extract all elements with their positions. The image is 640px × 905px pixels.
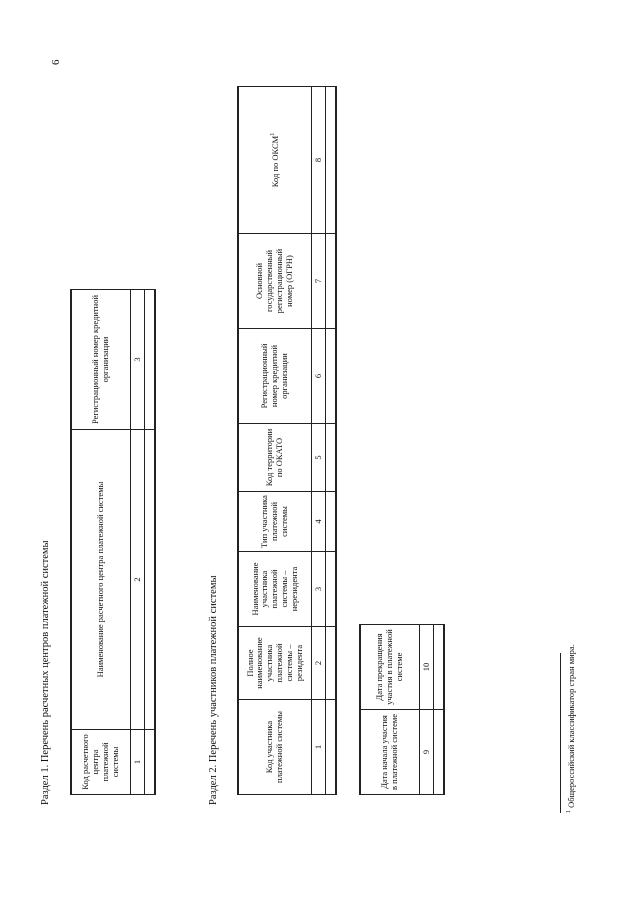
s2-empty-cell (326, 700, 337, 795)
s2-col-number: 1 (312, 700, 326, 795)
footnote-marker: 1 (269, 132, 276, 136)
s2-header-start-date: Дата начала участия в платежной системе (360, 710, 420, 795)
s2-col-number: 2 (312, 627, 326, 700)
continuation-header-row (360, 625, 420, 795)
s1-header-name: Наименование расчетного центра платежной системы (71, 430, 131, 730)
s2-col-number: 9 (420, 710, 434, 795)
section1-header-row (71, 290, 131, 795)
s1-header-regnum: Регистрационный номер кредитной организации (71, 290, 131, 430)
s1-empty-cell (145, 430, 156, 730)
footnote-mark: 1 (566, 810, 573, 813)
s2-col-number: 10 (420, 625, 434, 710)
s2-header-ogrn: Основной государственный регистрационный номер (ОГРН) (238, 234, 312, 329)
s1-header-code: Код расчетного центра платежной системы (71, 730, 131, 795)
s2-empty-cell (326, 424, 337, 492)
section2-empty-row (326, 87, 337, 795)
s2-col-number: 3 (312, 552, 326, 627)
section2-header-row (238, 87, 312, 795)
section2-number-row (312, 87, 326, 795)
section2-title: Раздел 2. Перечень участников платежной системы (208, 575, 219, 805)
section1-title: Раздел 1. Перечень расчетных центров платежной системы (40, 540, 51, 805)
continuation-empty-row (434, 625, 445, 795)
section1-table (70, 289, 156, 795)
section2-continuation-table (359, 624, 445, 795)
s2-col-number: 4 (312, 492, 326, 552)
footnote (566, 644, 576, 813)
s2-col-number: 5 (312, 424, 326, 492)
page-number: 6 (50, 59, 62, 65)
s1-empty-cell (145, 730, 156, 795)
s2-header-oksm (238, 87, 312, 234)
s2-header-okato: Код территории по ОКАТО (238, 424, 312, 492)
s2-header-end-date: Дата прекращения участия в платежной системе (360, 625, 420, 710)
s2-header-code: Код участника платежной системы (238, 700, 312, 795)
s2-empty-cell (326, 552, 337, 627)
s2-header-regnum: Регистрационный номер кредитной организации (238, 329, 312, 424)
s2-empty-cell (326, 87, 337, 234)
s2-header-oksm-label: Код по ОКСМ (269, 135, 280, 188)
s2-empty-cell (434, 625, 445, 710)
s2-col-number: 6 (312, 329, 326, 424)
footnote-text: Общероссийский классификатор стран мира. (566, 644, 576, 808)
section2-table (237, 86, 337, 795)
s2-col-number: 8 (312, 87, 326, 234)
section1-empty-row (145, 290, 156, 795)
s1-col-number: 3 (131, 290, 145, 430)
s2-header-type: Тип участника платежной системы (238, 492, 312, 552)
section1-number-row (131, 290, 145, 795)
s1-col-number: 2 (131, 430, 145, 730)
s2-empty-cell (326, 234, 337, 329)
s2-empty-cell (326, 492, 337, 552)
s2-empty-cell (434, 710, 445, 795)
s2-empty-cell (326, 329, 337, 424)
s1-empty-cell (145, 290, 156, 430)
s2-col-number: 7 (312, 234, 326, 329)
continuation-number-row (420, 625, 434, 795)
s2-empty-cell (326, 627, 337, 700)
s2-header-fullname: Полное наименование участника платежной системы – резидента (238, 627, 312, 700)
footnote-separator (560, 653, 561, 813)
s2-header-nonresident: Наименование участника платежной системы – нерезидента (238, 552, 312, 627)
s1-col-number: 1 (131, 730, 145, 795)
